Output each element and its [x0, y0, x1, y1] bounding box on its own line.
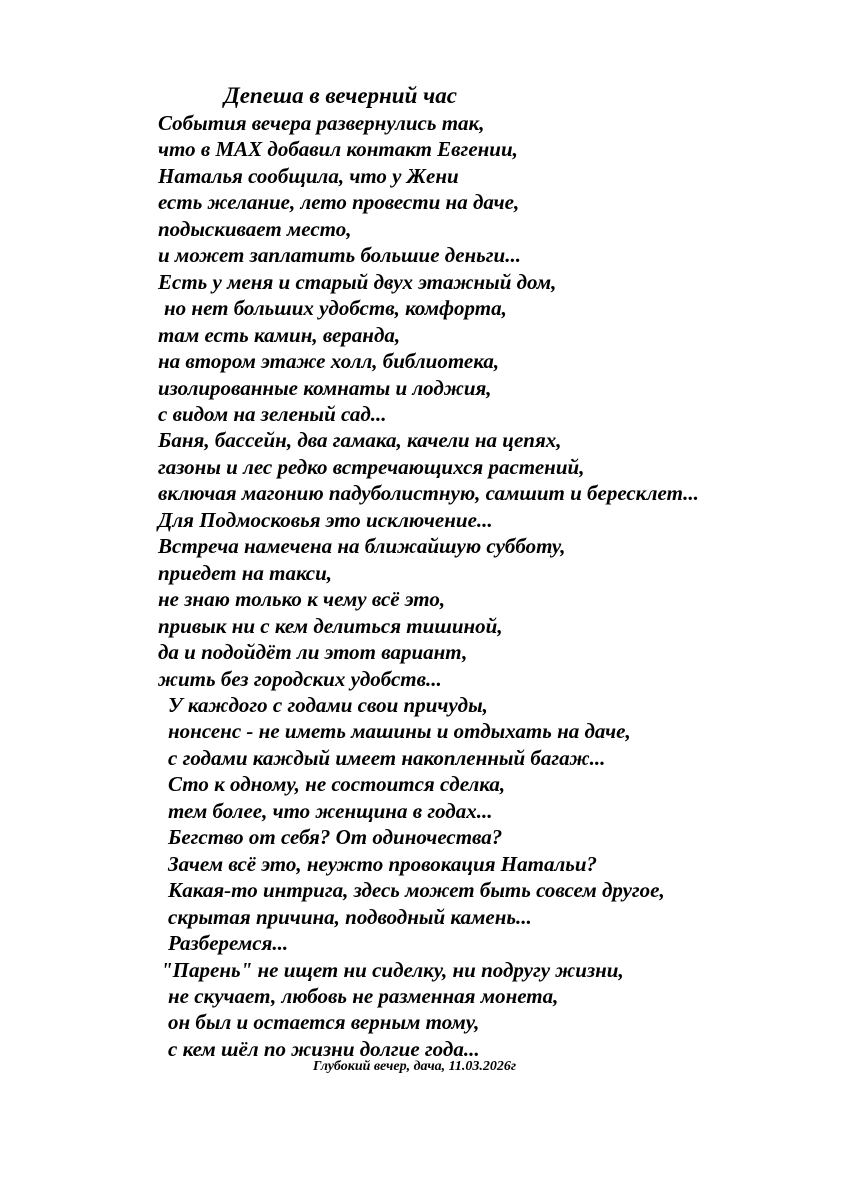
- poem-line: Есть у меня и старый двух этажный дом,: [158, 269, 557, 294]
- poem-line: да и подойдёт ли этот вариант,: [158, 640, 468, 665]
- poem-line: Зачем всё это, неужто провокация Натальи?: [168, 851, 597, 876]
- poem-line: там есть камин, веранда,: [158, 322, 401, 347]
- poem-line: Бегство от себя? От одиночества?: [168, 825, 503, 850]
- poem-line: Наталья сообщила, что у Жени: [158, 163, 459, 188]
- poem-line: Сто к одному, не состоится сделка,: [168, 772, 506, 797]
- poem-line: с кем шёл по жизни долгие года...: [168, 1036, 480, 1061]
- poem-line: газоны и лес редко встречающихся растений,: [158, 454, 585, 479]
- poem-line: Встреча намечена на ближайшую субботу,: [158, 534, 566, 559]
- poem-line: есть желание, лето провести на даче,: [158, 190, 520, 215]
- poem: [158, 82, 798, 1062]
- signature: Глубокий вечер, дача, 11.03.2026г: [313, 1059, 517, 1074]
- poem-line: скрытая причина, подводный камень...: [168, 904, 532, 929]
- poem-line: У каждого с годами свои причуды,: [168, 692, 488, 717]
- poem-line: подыскивает место,: [158, 216, 352, 241]
- poem-line: и может заплатить большие деньги...: [158, 243, 521, 268]
- poem-line: с видом на зеленый сад...: [158, 401, 387, 426]
- poem-line: Для Подмосковья это исключение...: [158, 507, 493, 532]
- poem-line: тем более, что женщина в годах...: [168, 798, 493, 823]
- poem-line: События вечера развернулись так,: [158, 111, 485, 135]
- poem-line: привык ни с кем делиться тишиной,: [158, 613, 503, 638]
- poem-line: Баня, бассейн, два гамака, качели на цепях,: [158, 428, 562, 453]
- poem-title: Депеша в вечерний час: [224, 83, 457, 108]
- poem-line: не знаю только к чему всё это,: [158, 587, 446, 612]
- poem-line: с годами каждый имеет накопленный багаж...: [168, 745, 606, 770]
- poem-line: нонсенс - не иметь машины и отдыхать на даче,: [168, 719, 631, 744]
- poem-line: он был и остается верным тому,: [168, 1010, 480, 1035]
- poem-line: но нет больших удобств, комфорта,: [164, 296, 507, 321]
- poem-line: Какая-то интрига, здесь может быть совсем другое,: [168, 878, 665, 903]
- poem-line: включая магонию падуболистную, самшит и бересклет...: [158, 481, 699, 506]
- poem-line: жить без городских удобств...: [158, 666, 442, 691]
- poem-line: не скучает, любовь не разменная монета,: [168, 983, 559, 1008]
- poem-line: приедет на такси,: [158, 560, 333, 585]
- poem-line: Разберемся...: [168, 931, 289, 956]
- poem-line: изолированные комнаты и лоджия,: [158, 375, 492, 400]
- poem-line: на втором этаже холл, библиотека,: [158, 349, 500, 374]
- poem-line: что в МАХ добавил контакт Евгении,: [158, 137, 518, 162]
- poem-line: "Парень" не ищет ни сиделку, ни подругу жизни,: [161, 957, 624, 982]
